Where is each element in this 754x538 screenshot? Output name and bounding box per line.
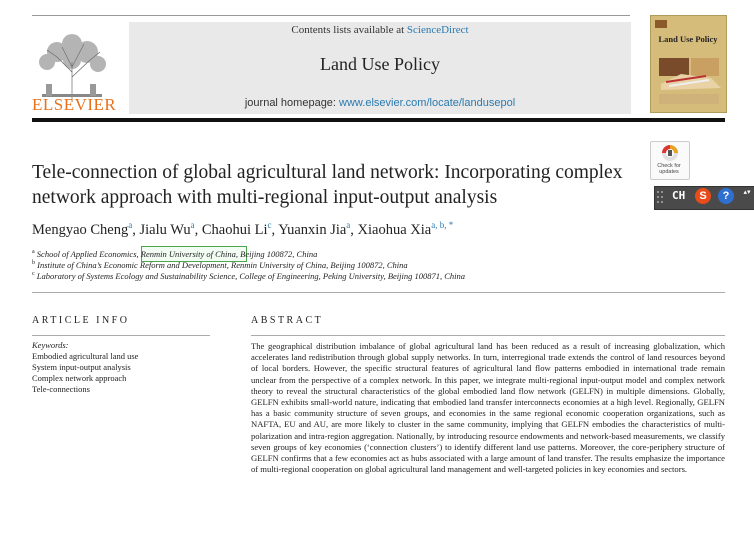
affiliation-c xyxy=(32,271,465,281)
cover-art xyxy=(651,16,726,112)
homepage-line xyxy=(129,97,631,109)
abstract-rule xyxy=(251,335,725,336)
sogou-icon[interactable]: S xyxy=(695,188,711,204)
author-name[interactable]: Yuanxin Jia xyxy=(278,221,347,238)
publisher-wordmark: ELSEVIER xyxy=(32,95,117,114)
affiliation-mark: b xyxy=(32,260,35,267)
author-affiliation-mark[interactable]: a xyxy=(190,220,195,230)
affiliation-mark: c xyxy=(32,271,35,278)
keyword-item: System input-output analysis xyxy=(32,362,131,372)
cover-title: Land Use Policy xyxy=(658,34,718,44)
affiliation-text: Laboratory of Systems Ecology and Sustainability Science, College of Engineering, Peking University, Beijing 100871, China xyxy=(36,271,466,281)
drag-grip-icon[interactable] xyxy=(656,189,664,205)
help-icon[interactable]: ? xyxy=(718,188,734,204)
affiliation-b xyxy=(32,260,408,270)
abstract-heading: ABSTRACT xyxy=(251,315,324,326)
language-toggle-button[interactable]: CH xyxy=(672,189,686,202)
keyword-item: Complex network approach xyxy=(32,373,127,383)
keyword-item: Tele-connections xyxy=(32,384,90,394)
homepage-prefix: journal homepage: xyxy=(244,97,336,109)
author-affiliation-mark[interactable]: a xyxy=(128,220,133,230)
contents-prefix: Contents lists available at xyxy=(291,24,405,36)
keywords-label: Keywords: xyxy=(32,340,69,350)
author-name[interactable]: Xiaohua Xia xyxy=(357,221,432,238)
toolbar-expand-icon[interactable]: ▴▾ xyxy=(743,188,751,196)
abstract-body: The geographical distribution imbalance of global agricultural land has been reduced as a result of increasing globalization, which accelerates land redistribution through global supply networks. In turn, interregional trade extends the control of land resources beyond of local borders. However, the specific structural features of agricultural land flow patterns embodied in international trade remain unclear from the perspective of a complex network. In this paper, we integrate multi-regional input-output model and complex network theory to reveal the structural characteristics of the global embodied land flow network (GELFN) in multiple dimensions. Globally, GELFN exhibits small-world nature, indicating that embodied land transfer interconnects economies at a high level. Regionally, GELFN has a basic community structure of seven groups, and economies in the same regional economic cooperation organizations, such as NAFTA, EU and AU, are more likely to cluster in the same community, implying that GELFN embodies the characteristics of multi-polarization and intra-region aggregation. Nationally, by introducing resource endowments and network-based measurements, we classify seven groups of key economies (‘connection clusters’) to identify different land use patterns. Moreover, the core-periphery structure of GELFN confirms that a few economies act as hubs associated with a large amount of land transfer. The results emphasize the importance of multi-regional cooperation on global agricultural land management and well-targeted policies in key economies and sectors. xyxy=(251,341,725,475)
author-affiliation-mark[interactable]: a xyxy=(346,220,351,230)
check-updates-label: Check for updates xyxy=(657,163,681,175)
sciencedirect-link[interactable]: ScienceDirect xyxy=(406,24,469,36)
contents-line xyxy=(129,24,631,36)
author-name[interactable]: Mengyao Cheng xyxy=(32,221,129,238)
affiliation-text: School of Applied Economics, Renmin University of China, Beijing 100872, China xyxy=(36,249,318,259)
author-list: Mengyao Cheng$^a$, Jialu Wu$^a$, Chaohui Li$^c$, Yuanxin Jia$^a$, Xiaohua Xia$^{a, b, *}$ xyxy=(32,220,454,238)
keyword-item: Embodied agricultural land use xyxy=(32,351,139,361)
article-info-rule xyxy=(32,335,210,336)
header-top-rule xyxy=(32,15,630,16)
journal-cover-thumbnail[interactable] xyxy=(650,15,727,113)
journal-title[interactable]: Land Use Policy xyxy=(320,54,440,74)
header-thick-rule xyxy=(32,118,725,122)
author-name[interactable]: Chaohui Li xyxy=(201,221,268,238)
affiliation-mark: a xyxy=(32,249,35,256)
paper-title: Tele-connection of global agricultural land network: Incorporating complex network approach with multi-regional input-output analysis xyxy=(32,162,623,208)
affiliation-text: Institute of China’s Economic Reform and Development, Renmin University of China, Beijing 100872, China xyxy=(37,260,408,270)
author-name[interactable]: Jialu Wu xyxy=(139,221,191,238)
journal-homepage-link[interactable]: www.elsevier.com/locate/landusepol xyxy=(339,97,516,109)
author-affiliation-mark[interactable]: a, b, * xyxy=(431,220,454,230)
affiliation-a xyxy=(32,249,317,259)
section-divider xyxy=(32,292,725,293)
article-info-heading: ARTICLE INFO xyxy=(32,315,130,326)
author-affiliation-mark[interactable]: c xyxy=(267,220,272,230)
check-updates-icon xyxy=(651,142,689,164)
